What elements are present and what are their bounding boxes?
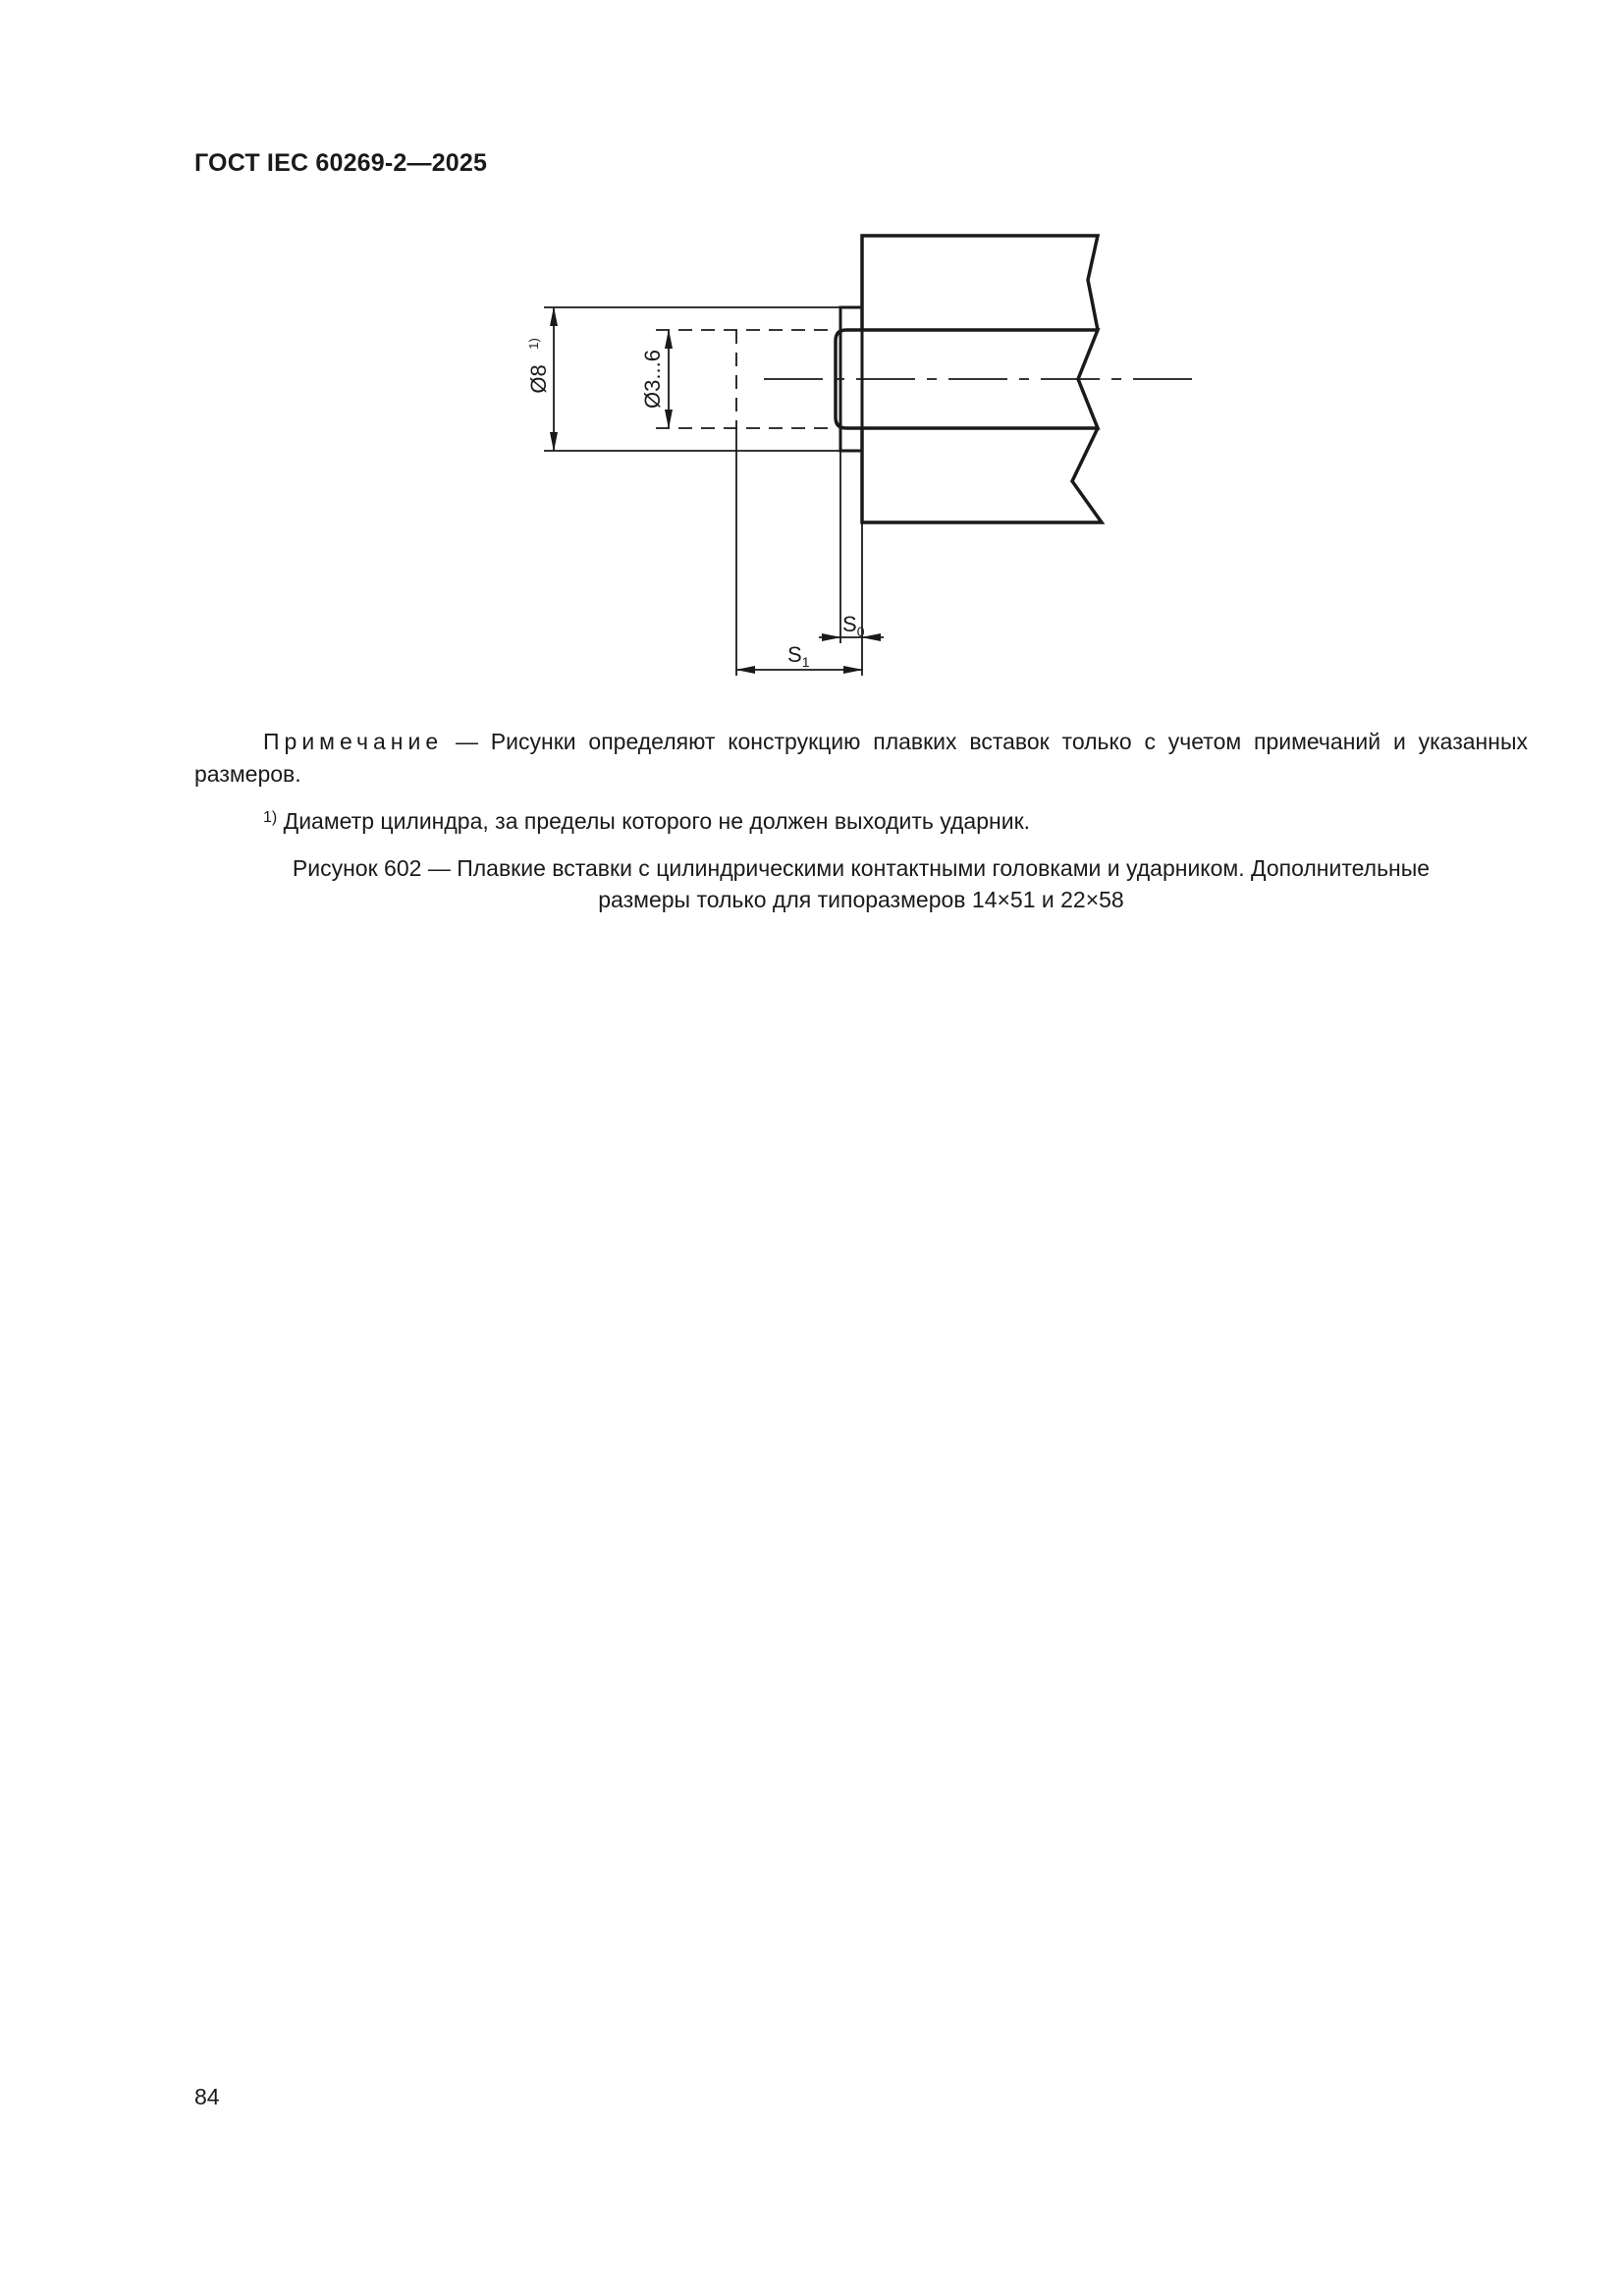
lower-body-outline xyxy=(862,428,1102,522)
note-paragraph xyxy=(194,726,1528,791)
figure-caption xyxy=(194,852,1528,915)
technical-drawing xyxy=(0,0,1623,707)
footnote-text: Диаметр цилиндра, за пределы которого не должен выходить ударник. xyxy=(283,808,1031,834)
note-text: — Рисунки определяют конструкцию плавких вставок только с учетом примечаний и указанных размеров. xyxy=(194,729,1528,787)
s0-label-base: S xyxy=(842,612,857,636)
s1-label-sub: 1 xyxy=(801,654,810,670)
outer-diameter-label: Ø8 xyxy=(526,364,551,394)
s1-label-base: S xyxy=(787,642,802,667)
caption-line-2: размеры только для типоразмеров 14×51 и 22×58 xyxy=(598,887,1124,912)
footnote-mark: 1) xyxy=(263,809,278,826)
caption-line-1: Рисунок 602 — Плавкие вставки с цилиндрическими контактными головками и ударником. Дополнительные xyxy=(292,855,1431,881)
s0-label-sub: 0 xyxy=(856,624,865,639)
page-number: 84 xyxy=(194,2084,220,2109)
outer-diameter-footnote-mark: 1) xyxy=(526,338,541,350)
footnote xyxy=(263,801,1030,838)
axial-extensions xyxy=(736,428,862,676)
inner-diameter-label: Ø3...6 xyxy=(640,350,665,409)
note-label: Примечание xyxy=(263,729,444,754)
upper-body-outline xyxy=(862,236,1098,330)
s1-label xyxy=(787,642,810,670)
document-header: ГОСТ IEC 60269-2—2025 xyxy=(194,149,488,177)
